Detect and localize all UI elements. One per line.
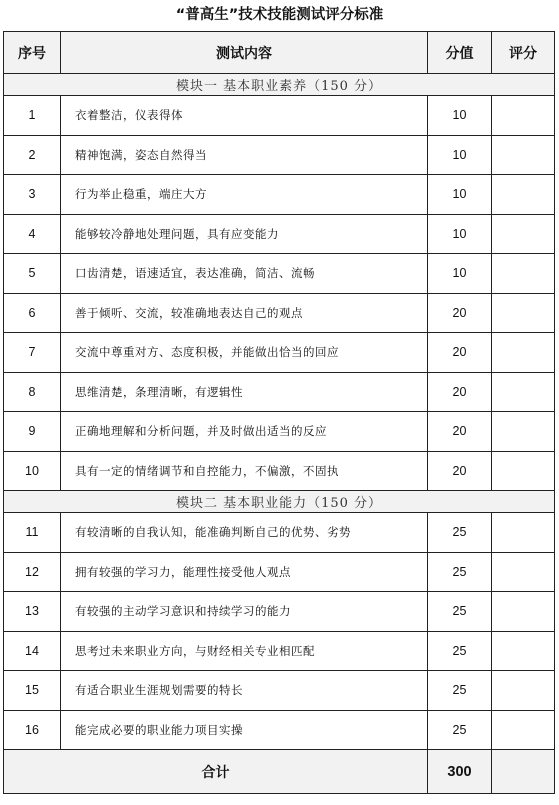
table-row — [4, 293, 555, 333]
table-row — [4, 254, 555, 294]
row-index: 12 — [4, 552, 61, 592]
row-rating-cell[interactable] — [492, 671, 555, 711]
row-rating-cell[interactable] — [492, 293, 555, 333]
row-index: 6 — [4, 293, 61, 333]
row-score: 20 — [428, 293, 492, 333]
row-index: 9 — [4, 412, 61, 452]
table-row — [4, 175, 555, 215]
table-row — [4, 552, 555, 592]
total-label: 合计 — [4, 750, 428, 794]
module-title: 模块二 基本职业能力（150 分） — [4, 491, 555, 513]
row-index: 16 — [4, 710, 61, 750]
row-score: 10 — [428, 96, 492, 136]
row-index: 1 — [4, 96, 61, 136]
row-rating-cell[interactable] — [492, 592, 555, 632]
row-index: 8 — [4, 372, 61, 412]
row-rating-cell[interactable] — [492, 333, 555, 373]
module-header-row — [4, 74, 555, 96]
row-rating-cell[interactable] — [492, 552, 555, 592]
row-rating-cell[interactable] — [492, 135, 555, 175]
row-content: 能完成必要的职业能力项目实操 — [61, 710, 428, 750]
row-rating-cell[interactable] — [492, 631, 555, 671]
row-score: 25 — [428, 513, 492, 553]
scoring-table — [3, 31, 555, 794]
row-content: 衣着整洁，仪表得体 — [61, 96, 428, 136]
row-rating-cell[interactable] — [492, 412, 555, 452]
row-content: 交流中尊重对方、态度积极，并能做出恰当的回应 — [61, 333, 428, 373]
table-row — [4, 214, 555, 254]
module-title: 模块一 基本职业素养（150 分） — [4, 74, 555, 96]
row-content: 正确地理解和分析问题，并及时做出适当的反应 — [61, 412, 428, 452]
row-content: 精神饱满，姿态自然得当 — [61, 135, 428, 175]
row-content: 口齿清楚，语速适宜，表达准确，简洁、流畅 — [61, 254, 428, 294]
row-content: 有较清晰的自我认知，能准确判断自己的优势、劣势 — [61, 513, 428, 553]
row-score: 25 — [428, 710, 492, 750]
document-title: “普高生”技术技能测试评分标准 — [175, 7, 384, 23]
row-index: 2 — [4, 135, 61, 175]
row-score: 25 — [428, 592, 492, 632]
row-content: 思考过未来职业方向，与财经相关专业相匹配 — [61, 631, 428, 671]
header-rating: 评分 — [492, 32, 555, 74]
table-row — [4, 96, 555, 136]
table-row — [4, 372, 555, 412]
row-score: 20 — [428, 451, 492, 491]
row-rating-cell[interactable] — [492, 254, 555, 294]
row-index: 7 — [4, 333, 61, 373]
module-header-row — [4, 491, 555, 513]
row-rating-cell[interactable] — [492, 175, 555, 215]
table-row — [4, 513, 555, 553]
row-index: 5 — [4, 254, 61, 294]
table-row — [4, 135, 555, 175]
row-score: 10 — [428, 135, 492, 175]
row-rating-cell[interactable] — [492, 372, 555, 412]
row-index: 13 — [4, 592, 61, 632]
row-score: 10 — [428, 175, 492, 215]
row-score: 10 — [428, 214, 492, 254]
row-score: 25 — [428, 631, 492, 671]
row-index: 3 — [4, 175, 61, 215]
table-header-row — [4, 32, 555, 74]
row-content: 能够较冷静地处理问题，具有应变能力 — [61, 214, 428, 254]
total-rating-cell[interactable] — [492, 750, 555, 794]
row-rating-cell[interactable] — [492, 451, 555, 491]
row-index: 4 — [4, 214, 61, 254]
header-index: 序号 — [4, 32, 61, 74]
row-index: 14 — [4, 631, 61, 671]
row-score: 20 — [428, 333, 492, 373]
row-score: 10 — [428, 254, 492, 294]
row-score: 25 — [428, 671, 492, 711]
table-body — [4, 74, 555, 750]
row-content: 行为举止稳重，端庄大方 — [61, 175, 428, 215]
row-content: 有较强的主动学习意识和持续学习的能力 — [61, 592, 428, 632]
row-index: 15 — [4, 671, 61, 711]
table-row — [4, 412, 555, 452]
row-content: 善于倾听、交流，较准确地表达自己的观点 — [61, 293, 428, 333]
row-rating-cell[interactable] — [492, 513, 555, 553]
row-rating-cell[interactable] — [492, 214, 555, 254]
row-score: 20 — [428, 372, 492, 412]
row-content: 思维清楚，条理清晰，有逻辑性 — [61, 372, 428, 412]
total-row — [4, 750, 555, 794]
header-score: 分值 — [428, 32, 492, 74]
total-value: 300 — [428, 750, 492, 794]
table-row — [4, 671, 555, 711]
table-row — [4, 592, 555, 632]
table-row — [4, 631, 555, 671]
row-content: 拥有较强的学习力，能理性接受他人观点 — [61, 552, 428, 592]
table-row — [4, 710, 555, 750]
table-row — [4, 451, 555, 491]
header-content: 测试内容 — [61, 32, 428, 74]
row-index: 10 — [4, 451, 61, 491]
row-rating-cell[interactable] — [492, 710, 555, 750]
row-score: 20 — [428, 412, 492, 452]
row-content: 有适合职业生涯规划需要的特长 — [61, 671, 428, 711]
row-rating-cell[interactable] — [492, 96, 555, 136]
table-row — [4, 333, 555, 373]
row-index: 11 — [4, 513, 61, 553]
row-score: 25 — [428, 552, 492, 592]
row-content: 具有一定的情绪调节和自控能力，不偏激，不固执 — [61, 451, 428, 491]
